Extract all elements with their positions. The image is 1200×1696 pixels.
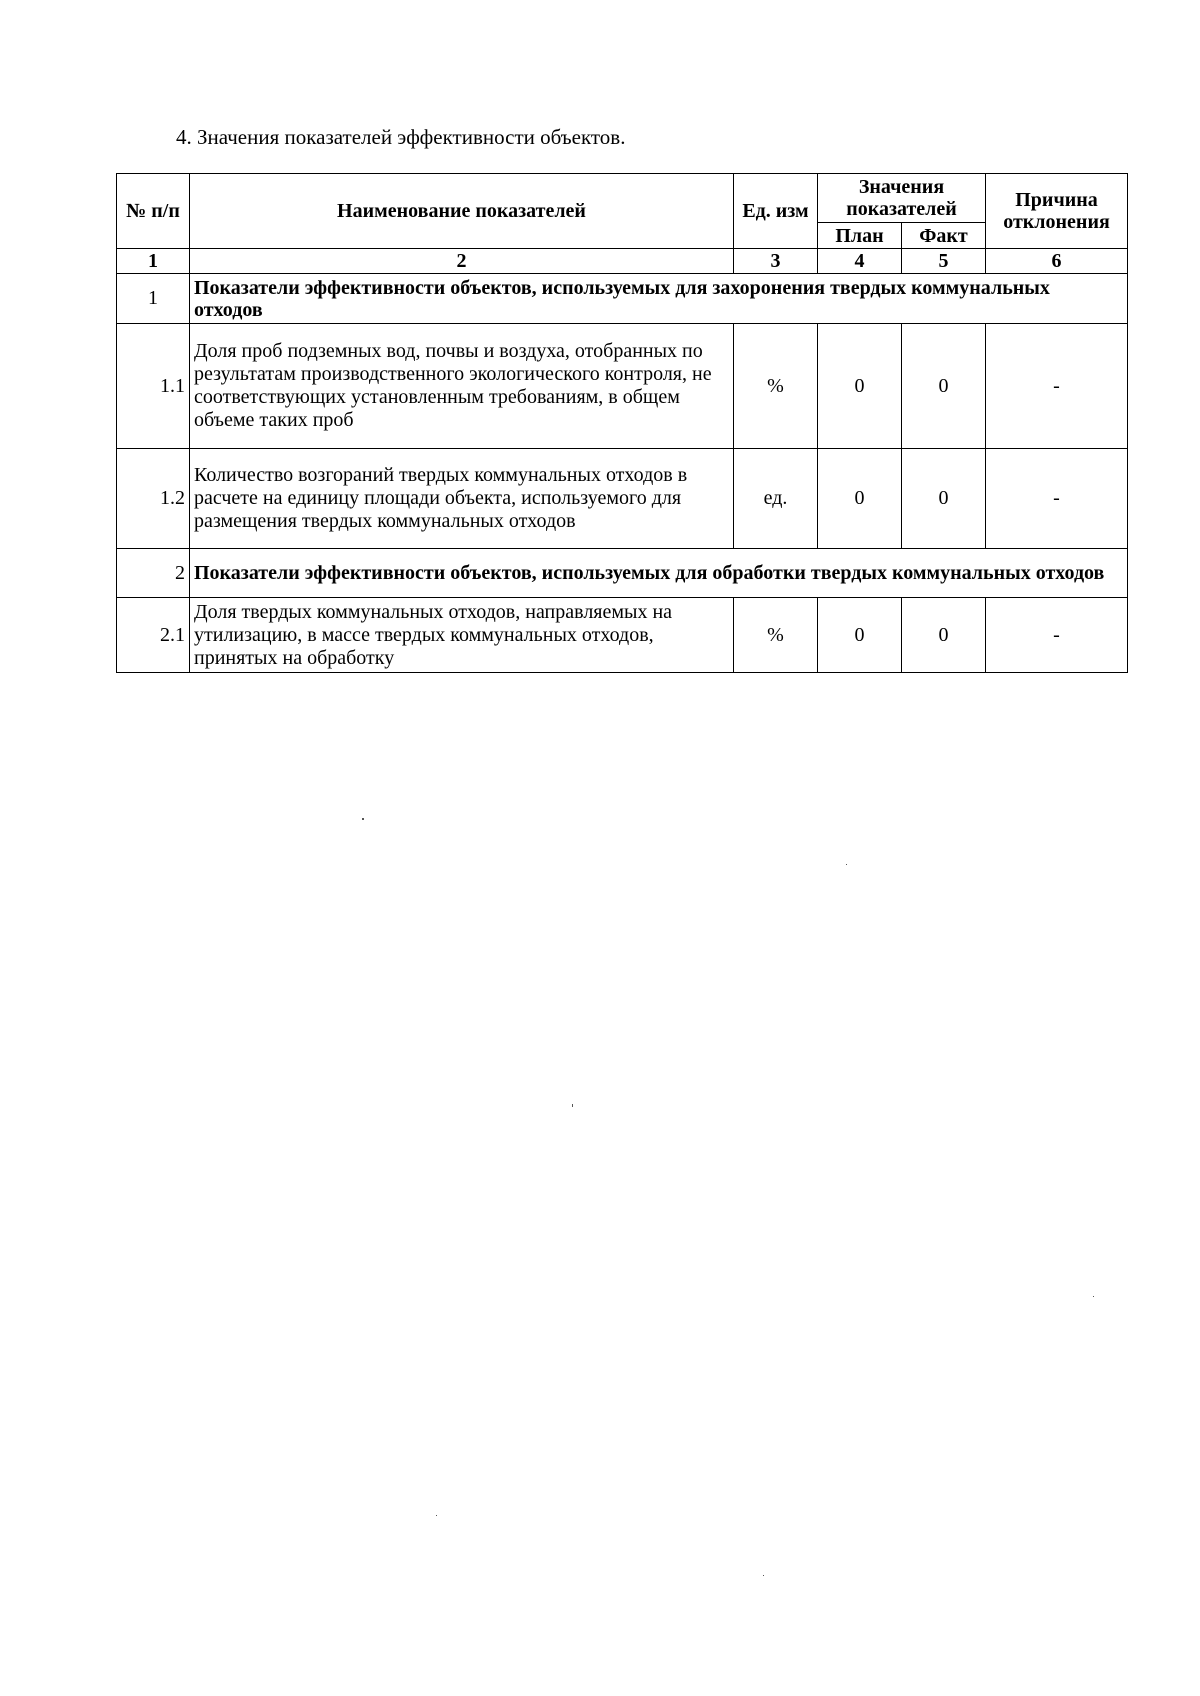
column-number: 3 <box>734 249 818 274</box>
group-row-2 <box>117 549 1128 598</box>
scan-speck <box>846 864 847 865</box>
group-row-1 <box>117 274 1128 324</box>
header-plan: План <box>818 223 902 249</box>
row-fact: 0 <box>902 324 986 449</box>
header-fact: Факт <box>902 223 986 249</box>
row-plan: 0 <box>818 324 902 449</box>
row-name: Количество возгораний твердых коммунальных отходов в расчете на единицу площади объекта, используемого для размещения твердых коммунальных отходов <box>190 449 734 549</box>
row-plan: 0 <box>818 598 902 673</box>
row-name: Доля твердых коммунальных отходов, направляемых на утилизацию, в массе твердых коммунальных отходов, принятых на обработку <box>190 598 734 673</box>
row-unit: ед. <box>734 449 818 549</box>
header-row-top <box>117 174 1128 223</box>
row-plan: 0 <box>818 449 902 549</box>
header-unit: Ед. изм <box>734 174 818 249</box>
column-number: 6 <box>986 249 1128 274</box>
group-num: 1 <box>117 274 190 324</box>
row-unit: % <box>734 324 818 449</box>
header-values: Значения показателей <box>818 174 986 223</box>
column-number: 2 <box>190 249 734 274</box>
header-reason: Причина отклонения <box>986 174 1128 249</box>
scan-speck <box>1093 1296 1094 1297</box>
row-reason: - <box>986 598 1128 673</box>
header-num: № п/п <box>117 174 190 249</box>
row-unit: % <box>734 598 818 673</box>
row-num: 2.1 <box>117 598 190 673</box>
group-title: Показатели эффективности объектов, используемых для обработки твердых коммунальных отходов <box>190 549 1128 598</box>
scan-speck <box>763 1575 764 1576</box>
column-number: 1 <box>117 249 190 274</box>
row-num: 1.2 <box>117 449 190 549</box>
row-num: 1.1 <box>117 324 190 449</box>
indicators-table <box>116 173 1128 673</box>
header-name: Наименование показателей <box>190 174 734 249</box>
row-reason: - <box>986 449 1128 549</box>
section-title: 4. Значения показателей эффективности объектов. <box>176 125 626 149</box>
row-name: Доля проб подземных вод, почвы и воздуха, отобранных по результатам производственного экологического контроля, не соответствующих установленным требованиям, в общем объеме таких проб <box>190 324 734 449</box>
table-row <box>117 449 1128 549</box>
row-reason: - <box>986 324 1128 449</box>
row-fact: 0 <box>902 449 986 549</box>
group-num: 2 <box>117 549 190 598</box>
row-fact: 0 <box>902 598 986 673</box>
group-title: Показатели эффективности объектов, используемых для захоронения твердых коммунальных отходов <box>190 274 1128 324</box>
column-number: 5 <box>902 249 986 274</box>
column-number: 4 <box>818 249 902 274</box>
column-number-row <box>117 249 1128 274</box>
table-row <box>117 598 1128 673</box>
table-row <box>117 324 1128 449</box>
scan-speck <box>572 1104 573 1107</box>
scan-speck <box>362 818 364 820</box>
scan-speck <box>436 1515 437 1516</box>
